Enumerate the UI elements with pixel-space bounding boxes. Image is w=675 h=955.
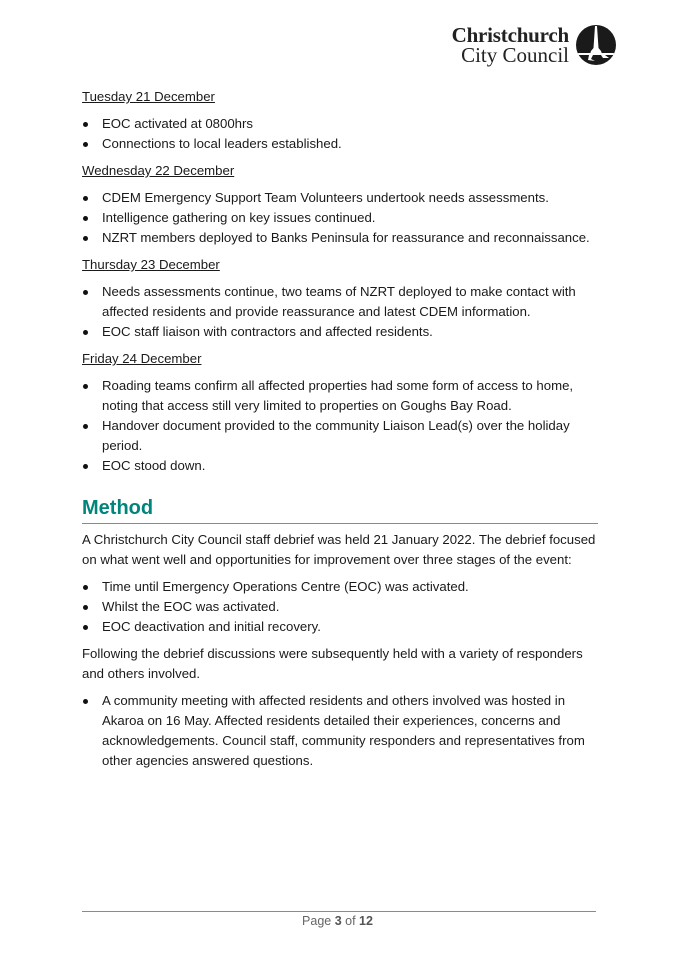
method-followup-list (82, 691, 598, 771)
footer-divider (82, 911, 596, 912)
day-bullet-list (82, 376, 598, 476)
list-item: Time until Emergency Operations Centre (EOC) was activated. (82, 577, 598, 597)
council-logo (452, 24, 617, 66)
logo-line-1: Christchurch (451, 23, 569, 47)
list-item: Connections to local leaders established. (82, 134, 598, 154)
list-item: CDEM Emergency Support Team Volunteers undertook needs assessments. (82, 188, 598, 208)
day-bullet-list (82, 282, 598, 342)
page-label: Page (302, 914, 335, 928)
method-intro-paragraph: A Christchurch City Council staff debrief was held 21 January 2022. The debrief focused on what went well and opportunities for improvement over three stages of the event: (82, 532, 596, 567)
list-item: Intelligence gathering on key issues continued. (82, 208, 598, 228)
list-item: NZRT members deployed to Banks Peninsula for reassurance and reconnaissance. (82, 228, 598, 248)
page-separator: of (341, 914, 360, 928)
list-item: EOC staff liaison with contractors and affected residents. (82, 322, 598, 342)
list-item: EOC stood down. (82, 456, 598, 476)
cathedral-spire-logo-icon (575, 24, 617, 66)
list-item: Whilst the EOC was activated. (82, 597, 598, 617)
day-heading: Tuesday 21 December (82, 89, 215, 104)
timeline-day-3 (82, 255, 598, 342)
list-item: EOC deactivation and initial recovery. (82, 617, 598, 637)
day-bullet-list (82, 114, 598, 154)
day-bullet-list (82, 188, 598, 248)
day-heading: Thursday 23 December (82, 257, 220, 272)
document-body (82, 87, 598, 778)
day-heading: Wednesday 22 December (82, 163, 235, 178)
list-item: Roading teams confirm all affected properties had some form of access to home, noting that access still very limited to properties on Goughs Bay Road. (82, 376, 598, 416)
page-number-footer (0, 914, 675, 928)
list-item: EOC activated at 0800hrs (82, 114, 598, 134)
timeline-day-4 (82, 349, 598, 476)
page-total: 12 (359, 914, 373, 928)
page-current: 3 (334, 914, 342, 928)
list-item: Handover document provided to the community Liaison Lead(s) over the holiday period. (82, 416, 598, 456)
list-item: A community meeting with affected residents and others involved was hosted in Akaroa on 16 May. Affected residents detailed their experiences, concerns and acknowledgements. Council staff, community responders and representatives from other agencies answered questions. (82, 691, 598, 771)
method-section-title: Method (82, 496, 598, 524)
timeline-day-1 (82, 87, 598, 154)
logo-line-2: City Council (461, 43, 569, 67)
logo-wordmark (452, 25, 569, 65)
method-stages-list (82, 577, 598, 637)
method-followup-paragraph: Following the debrief discussions were subsequently held with a variety of responders and others involved. (82, 646, 583, 681)
list-item: Needs assessments continue, two teams of NZRT deployed to make contact with affected residents and provide reassurance and latest CDEM information. (82, 282, 598, 322)
timeline-day-2 (82, 161, 598, 248)
day-heading: Friday 24 December (82, 351, 202, 366)
